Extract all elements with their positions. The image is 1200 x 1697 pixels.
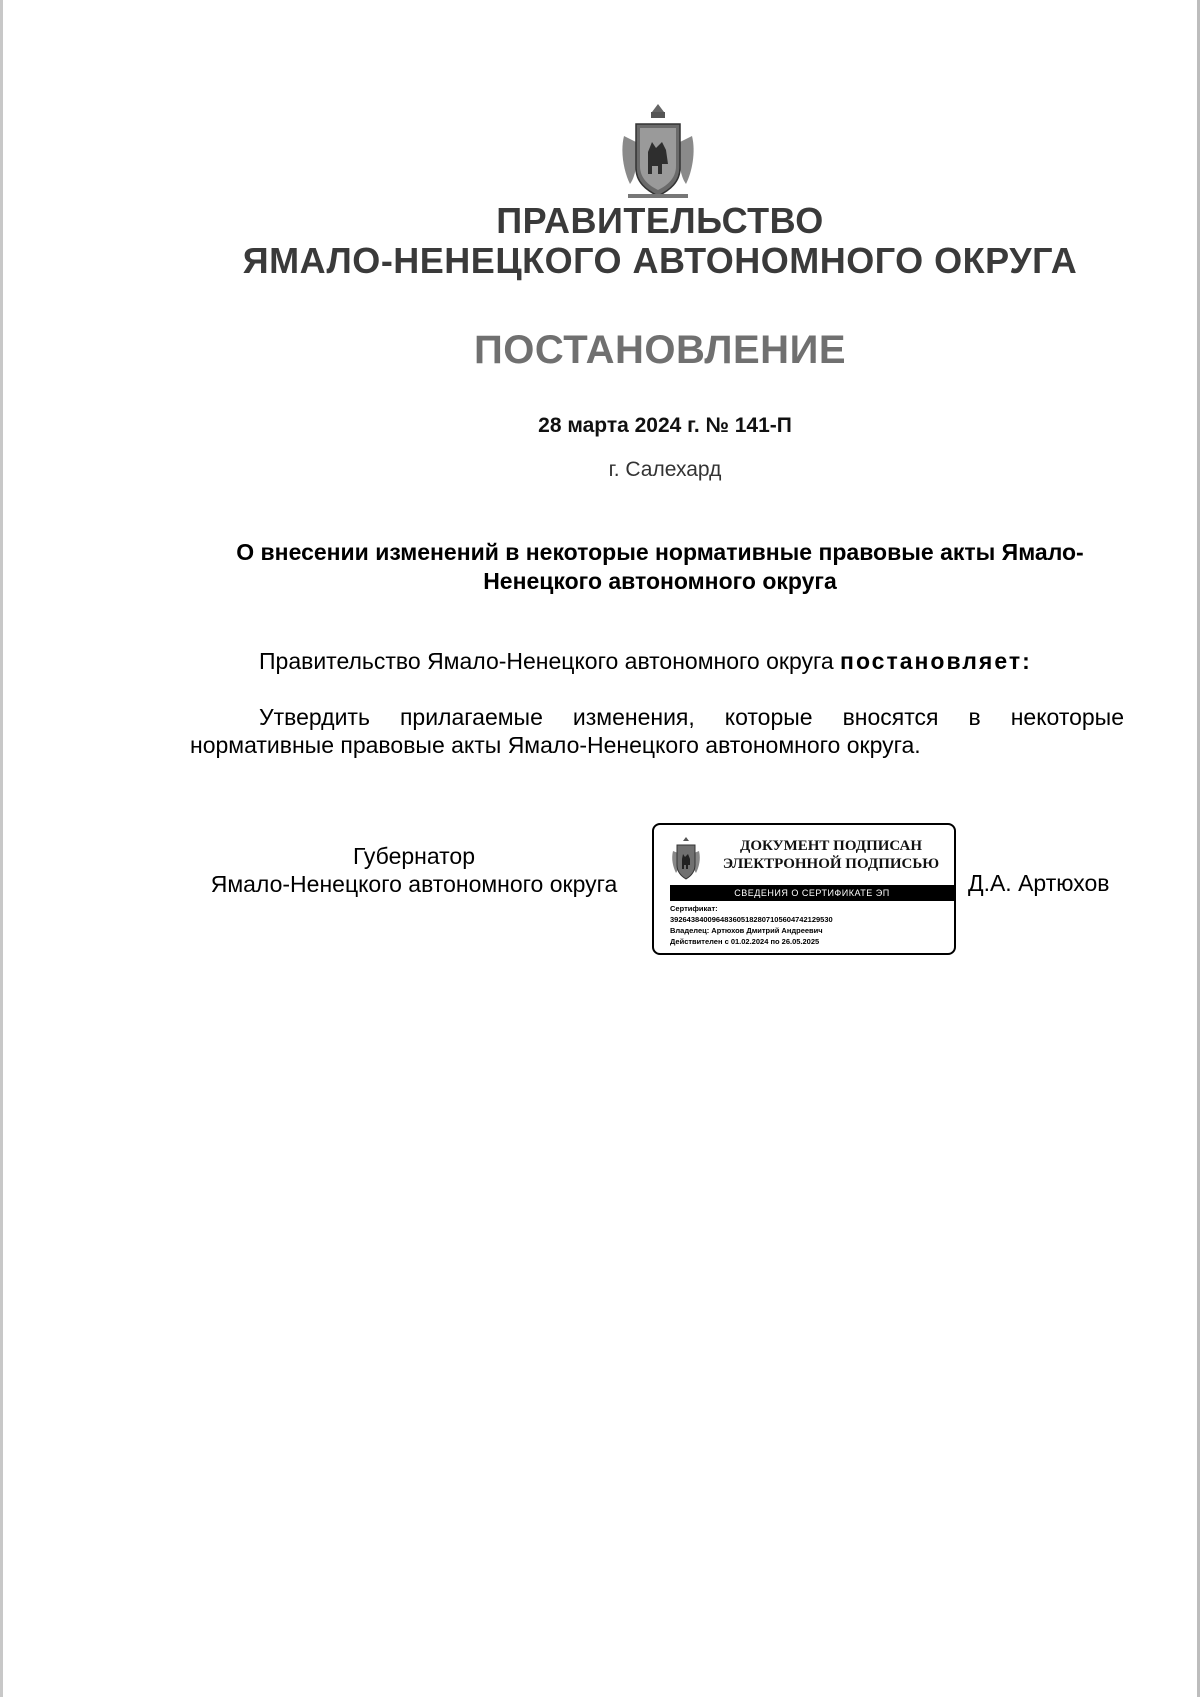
signer-title-line1: Губернатор bbox=[352, 843, 476, 869]
signer-name: Д.А. Артюхов bbox=[968, 870, 1110, 896]
stamp-validity: Действителен с 01.02.2024 по 26.05.2025 bbox=[670, 937, 820, 946]
stamp-certificate-number: 392643840096483605182807105604742129530 bbox=[670, 915, 833, 924]
stamp-heading bbox=[716, 837, 946, 873]
stamp-owner: Владелец: Артюхов Дмитрий Андреевич bbox=[670, 926, 823, 935]
stamp-heading-line2: ЭЛЕКТРОННОЙ ПОДПИСЬЮ bbox=[722, 856, 940, 872]
electronic-signature-stamp bbox=[652, 823, 956, 955]
coat-of-arms-icon bbox=[670, 837, 702, 881]
stamp-certificate-bar: СВЕДЕНИЯ О СЕРТИФИКАТЕ ЭП bbox=[670, 885, 954, 901]
signer-title-line2: Ямало-Ненецкого автономного округа bbox=[210, 871, 618, 897]
org-name-line2: ЯМАЛО-НЕНЕЦКОГО АВТОНОМНОГО ОКРУГА bbox=[242, 240, 1078, 281]
coat-of-arms-icon bbox=[618, 102, 698, 202]
org-name-line1: ПРАВИТЕЛЬСТВО bbox=[496, 200, 824, 241]
preamble-verb: постановляет: bbox=[840, 648, 1032, 674]
document-date-number: 28 марта 2024 г. № 141-П bbox=[538, 414, 792, 437]
stamp-certificate-label: Сертификат: bbox=[670, 904, 718, 913]
document-type: ПОСТАНОВЛЕНИЕ bbox=[473, 328, 846, 372]
document-subject: О внесении изменений в некоторые нормативные правовые акты Ямало-Ненецкого автономного округа bbox=[236, 539, 1084, 594]
preamble-text: Правительство Ямало-Ненецкого автономного округа bbox=[259, 648, 841, 674]
stamp-heading-line1: ДОКУМЕНТ ПОДПИСАН bbox=[740, 838, 922, 854]
document-body: Утвердить прилагаемые изменения, которые вносятся в некоторые нормативные правовые акты Ямало-Ненецкого автономного округа. bbox=[190, 704, 1124, 758]
preamble bbox=[259, 648, 1032, 675]
document-city: г. Салехард bbox=[608, 458, 722, 481]
signer-title bbox=[190, 842, 638, 898]
